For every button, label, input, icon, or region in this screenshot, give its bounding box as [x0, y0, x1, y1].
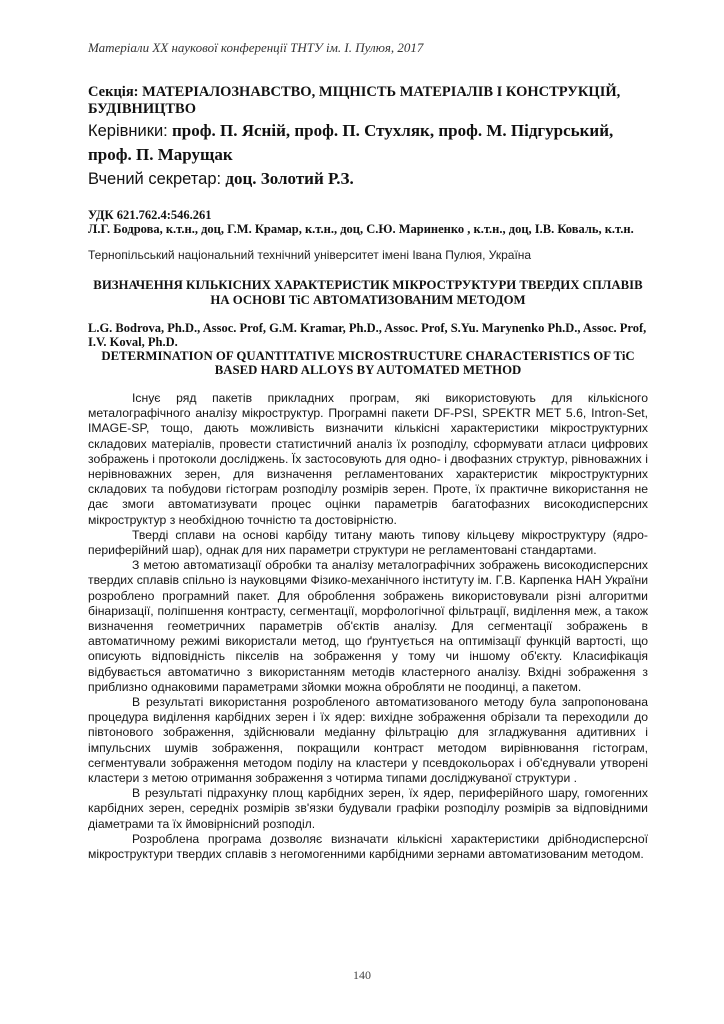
section-label: Секція: — [88, 84, 139, 100]
page-number: 140 — [353, 968, 371, 982]
section-title — [88, 84, 648, 118]
paper-title-english: DETERMINATION OF QUANTITATIVE MICROSTRUCTURE CHARACTERISTICS OF TiC BASED HARD ALLOYS BY AUTOMATED METHOD — [101, 349, 635, 377]
authors-english: L.G. Bodrova, Ph.D., Assoc. Prof, G.M. Kramar, Ph.D., Assoc. Prof, S.Yu. Marynenko Ph.D., Assoc. Prof, I.V. Koval, Ph.D. — [88, 321, 647, 349]
running-header: Матеріали ХХ наукової конференції ТНТУ ім. І. Пулюя, 2017 — [88, 40, 424, 55]
leaders-label: Керівники: — [88, 122, 168, 140]
body-paragraph: Існує ряд пакетів прикладних програм, які використовують для кількісного металографічного аналізу мікроструктур. Програмні пакети DF-PSI, SPEKTR MET 5.6, Intron-Set, IMAGE-SP, тощо, дають можливість визначити кількісні характеристики мікроструктурних складових матеріалів, провести статистичний аналіз їх розподілу, сформувати атласи цифрових зображень і протоколи досліджень. Їх застосовують для одно- і двофазних структур, рівноважних і нерівноважних зерен, для визначення регламентованих характеристик мікроструктурних складових та побудови гістограм розподілу розмірів зерен. Проте, їх практичне використання не дає змоги автоматизувати процес оцінки параметрів багатофазних високодисперсних мікроструктур з необхідною точністю та достовірністю. — [88, 391, 648, 527]
affiliation: Тернопільський національний технічний університет імені Івана Пулюя, Україна — [88, 248, 532, 262]
leaders-names: проф. П. Ясній, проф. П. Стухляк, проф. М. Підгурський, проф. П. Марущак — [88, 121, 614, 164]
paper-body — [88, 391, 648, 862]
secretary-label: Вчений секретар: — [88, 170, 222, 188]
section-info — [88, 84, 648, 191]
section-leaders — [88, 119, 648, 167]
body-paragraph: Розроблена програма дозволяє визначати кількісні характеристики дрібнодисперсної мікроструктури твердих сплавів з негомогенними карбідними зернами автоматизованим методом. — [88, 831, 648, 862]
section-name: МАТЕРІАЛОЗНАВСТВО, МІЦНІСТЬ МАТЕРІАЛІВ І КОНСТРУКЦІЙ, БУДІВНИЦТВО — [88, 84, 621, 117]
body-paragraph: В результаті використання розробленого автоматизованого методу була запропонована процедура виділення карбідних зерен і їх ядер: вихідне зображення обрізали та переходили до півтонового зображення, здійснювали медіанну фільтрацію для згладжування адитивних і імпульсних шумів зображення, покращили контраст методом вирівнювання гістограм, сегментували зображення методом поділу на кластери у псевдокольорах і об'єднували утворені кластери з метою отримання зображення з чотирма типами досліджуваної структури . — [88, 695, 648, 786]
body-paragraph: Тверді сплави на основі карбіду титану мають типову кільцеву мікроструктуру (ядро-периферійний шар), однак для них параметри структури не регламентовані стандартами. — [88, 527, 648, 558]
authors-ukrainian: Л.Г. Бодрова, к.т.н., доц, Г.М. Крамар, к.т.н., доц, С.Ю. Мариненко , к.т.н., доц, І.В. Коваль, к.т.н. — [88, 222, 634, 236]
paper-title-ukrainian: ВИЗНАЧЕННЯ КІЛЬКІСНИХ ХАРАКТЕРИСТИК МІКРОСТРУКТУРИ ТВЕРДИХ СПЛАВІВ НА ОСНОВІ TiC АВТОМАТИЗОВАНИМ МЕТОДОМ — [93, 278, 643, 307]
body-paragraph: З метою автоматизації обробки та аналізу металографічних зображень високодисперсних твердих сплавів спільно із науковцями Фізико-механічного інституту ім. Г.В. Карпенка НАН України розроблено програмний пакет. Для оброблення зображень використовували різні алгоритми бінаризації, поліпшення контрасту, сегментації, морфологічної фільтрації, виділення меж, а також визначення геометричних параметрів об'єктів аналізу. Для сегментації зображень в автоматичному режимі використали метод, що ґрунтується на оптимізації функцій вартості, що описують відповідність пікселів на зображення у тому чи іншому об'єкту. Класифікація відбувається автоматично з використанням методів кластерного аналізу. Вхідні зображення з приблизно однаковими параметрами зйомки можна обробляти не поодинці, а пакетом. — [88, 558, 648, 694]
body-paragraph: В результаті підрахунку площ карбідних зерен, їх ядер, периферійного шару, гомогенних карбідних зерен, середніх розмірів зв'язки будували графіки розподілу розмірів за відповідними діаметрами та їх ймовірнісний розподіл. — [88, 786, 648, 831]
udk-code: УДК 621.762.4:546.261 — [88, 208, 212, 222]
secretary-name: доц. Золотий Р.З. — [225, 169, 354, 188]
section-secretary — [88, 167, 648, 191]
